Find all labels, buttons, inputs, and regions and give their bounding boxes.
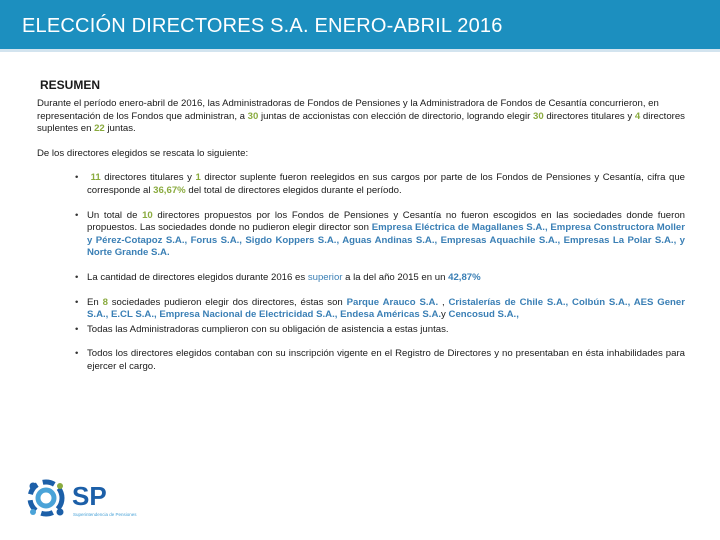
- lead-sentence: De los directores elegidos se rescata lo siguiente:: [37, 147, 249, 159]
- highlight-number: 22: [94, 123, 105, 135]
- highlight-number: 42,87%: [448, 271, 481, 283]
- highlight-companies: Cencosud S.A.,: [448, 309, 519, 321]
- highlight-companies: Cristalerías de Chile S.A., Colbún S.A., AES Gener S.A., E.CL S.A., Empresa Nacional de Electricidad S.A., Endesa Américas S.A.: [87, 296, 685, 321]
- highlight-number: 4: [634, 110, 641, 122]
- highlight-number: 36,67%: [153, 184, 186, 196]
- highlight-number: 10: [142, 209, 153, 221]
- list-item: • 11 directores titulares y 1 director suplente fueron reelegidos en sus cargos por parte de los Fondos de Pensiones y Cesantía, cifra que corresponde al 36,67% del total de directores elegidos durante el período.: [87, 172, 685, 197]
- highlight-number: 1: [195, 172, 201, 184]
- title-bar: [0, 0, 720, 52]
- logo-abbr: SP: [72, 481, 107, 511]
- section-heading: RESUMEN: [40, 78, 101, 92]
- highlight-companies: Empresa Eléctrica de Magallanes S.A., Empresa Constructora Moller y Pérez-Cotapoz S.A., Forus S.A., Sigdo Koppers S.A., Aguas Andinas S.A., Empresas Aquachile S.A., Empresas La Polar S.A., y Norte Grande S.A.: [87, 222, 685, 259]
- highlight-number: 30: [247, 110, 259, 122]
- list-item: • La cantidad de directores elegidos durante 2016 es superior a la del año 2015 en un 42,87%: [87, 272, 685, 285]
- slide-title: ELECCIÓN DIRECTORES S.A. ENERO-ABRIL 2016: [22, 15, 503, 37]
- intro-paragraph: Durante el período enero-abril de 2016, las Administradoras de Fondos de Pensiones y la Administradora de Fondos de Cesantía concurrieron, en representación de los Fondos que administran, a 30 juntas de accionistas con elección de directorio, logrando elegir 30 directores titulares y 4 directores suplentes en 22 juntas.: [37, 98, 685, 135]
- highlight-word: superior: [307, 271, 343, 283]
- highlight-number: 11: [90, 172, 101, 184]
- sp-logo: [24, 474, 144, 524]
- highlight-companies: Parque Arauco S.A.: [346, 296, 439, 308]
- sp-emblem-icon: [24, 474, 144, 524]
- list-item: • Un total de 10 directores propuestos por los Fondos de Pensiones y Cesantía no fueron escogidos en las sociedades donde fueron propuestos. Las sociedades donde no pudieron elegir director son Empresa Eléctrica de Magallanes S.A., Empresa Constructora Moller y Pérez-Cotapoz S.A., Forus S.A., Sigdo Koppers S.A., Aguas Andinas S.A., Empresas Aquachile S.A., Empresas La Polar S.A., y Norte Grande S.A.: [87, 210, 685, 260]
- findings-list: [87, 172, 685, 373]
- summary-content: [37, 98, 685, 386]
- highlight-number: 30: [532, 110, 544, 122]
- list-item: • Todos los directores elegidos contaban con su inscripción vigente en el Registro de Directores y no presentaban en ésta inhabilidades para ejercer el cargo.: [87, 348, 685, 373]
- logo-caption: Superintendencia de Pensiones: [73, 512, 137, 517]
- list-item: • En 8 sociedades pudieron elegir dos directores, éstas son Parque Arauco S.A. , Cristalerías de Chile S.A., Colbún S.A., AES Gener S.A., E.CL S.A., Empresa Nacional de Electricidad S.A., Endesa Américas S.A.y Cencosud S.A.,: [87, 297, 685, 322]
- list-item: • Todas las Administradoras cumplieron con su obligación de asistencia a estas juntas.: [87, 324, 685, 337]
- highlight-number: 8: [102, 296, 108, 308]
